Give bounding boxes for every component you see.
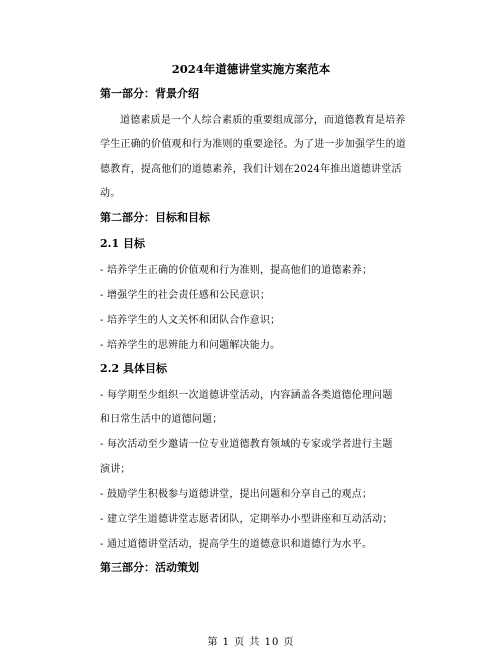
specific-goal-line: - 通过道德讲堂活动，提高学生的道德意识和道德行为水平。 bbox=[100, 539, 373, 550]
document-title: 2024年道德讲堂实施方案范本 bbox=[171, 62, 331, 76]
part1-paragraph-line: 德教育，提高他们的道德素养，我们计划在2024年推出道德讲堂活 bbox=[100, 164, 402, 175]
page-number-footer: 第 1 页 共 10 页 bbox=[207, 637, 295, 648]
specific-goal-line: - 每次活动至少邀请一位专业道德教育领域的专家或学者进行主题 bbox=[100, 439, 393, 450]
goal-item: - 培养学生的人文关怀和团队合作意识； bbox=[100, 315, 281, 326]
section-2-2-heading: 2.2 具体目标 bbox=[100, 362, 167, 375]
specific-goal-line: 演讲； bbox=[100, 464, 131, 475]
part1-paragraph-line: 学生正确的价值观和行为准则的重要途径。为了进一步加强学生的道 bbox=[100, 139, 406, 150]
part1-paragraph-line: 动。 bbox=[100, 188, 121, 199]
part1-paragraph-line: 道德素质是一个人综合素质的重要组成部分，而道德教育是培养 bbox=[120, 115, 406, 126]
goal-item: - 增强学生的社会责任感和公民意识； bbox=[100, 290, 271, 301]
specific-goal-line: - 每学期至少组织一次道德讲堂活动，内容涵盖各类道德伦理问题 bbox=[100, 390, 393, 401]
goal-item: - 培养学生正确的价值观和行为准则，提高他们的道德素养； bbox=[100, 265, 373, 276]
specific-goal-line: - 建立学生道德讲堂志愿者团队，定期举办小型讲座和互动活动； bbox=[100, 514, 393, 525]
part3-heading: 第三部分：活动策划 bbox=[100, 561, 199, 574]
specific-goal-line: - 鼓励学生积极参与道德讲堂，提出问题和分享自己的观点； bbox=[100, 489, 373, 500]
section-2-1-heading: 2.1 目标 bbox=[100, 237, 145, 250]
part2-heading: 第二部分：目标和目标 bbox=[100, 211, 210, 224]
specific-goal-line: 和日常生活中的道德问题； bbox=[100, 414, 223, 425]
goal-item: - 培养学生的思辨能力和问题解决能力。 bbox=[100, 340, 281, 351]
part1-heading: 第一部分：背景介绍 bbox=[100, 87, 199, 100]
